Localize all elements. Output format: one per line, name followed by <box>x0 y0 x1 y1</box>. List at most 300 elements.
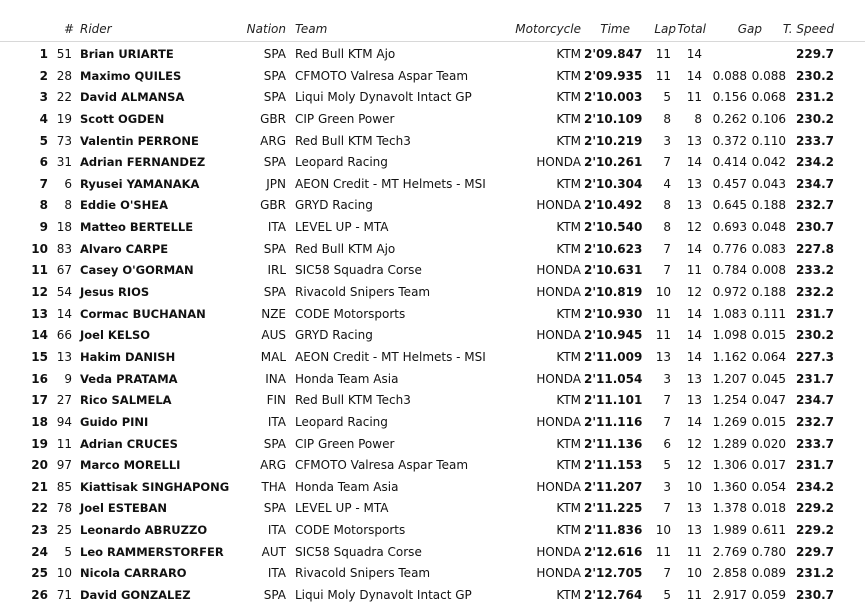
nation-cell: SPA <box>263 90 286 105</box>
rider-number-cell: 67 <box>56 263 72 278</box>
top-speed-cell: 234.7 <box>796 393 834 408</box>
position-cell: 22 <box>31 501 48 516</box>
rider-name-cell: Adrian FERNANDEZ <box>80 155 206 170</box>
position-cell: 18 <box>31 414 48 429</box>
lap-cell: 10 <box>655 285 671 300</box>
nation-cell: ARG <box>260 458 286 473</box>
top-speed-cell: 230.2 <box>796 111 834 126</box>
nation-cell: AUT <box>261 544 286 559</box>
header-time: Time <box>600 22 630 36</box>
rider-name-cell: Guido PINI <box>80 414 149 429</box>
table-row <box>0 282 865 304</box>
total-laps-cell: 13 <box>686 501 702 516</box>
time-cell: 2'11.101 <box>584 393 643 408</box>
gap-previous-cell: 0.188 <box>751 285 786 300</box>
total-laps-cell: 13 <box>686 371 702 386</box>
top-speed-cell: 231.7 <box>796 306 834 321</box>
position-cell: 7 <box>39 176 48 191</box>
table-header <box>0 17 865 42</box>
motorcycle-cell: KTM <box>556 393 581 408</box>
time-cell: 2'10.304 <box>584 176 643 191</box>
position-cell: 2 <box>39 68 48 83</box>
nation-cell: ITA <box>267 414 286 429</box>
time-cell: 2'10.003 <box>584 90 643 105</box>
rider-number-cell: 97 <box>56 458 72 473</box>
time-cell: 2'12.705 <box>584 566 643 581</box>
motorcycle-cell: HONDA <box>536 285 581 300</box>
motorcycle-cell: KTM <box>556 588 581 603</box>
total-laps-cell: 11 <box>686 544 702 559</box>
table-row <box>0 195 865 217</box>
rider-number-cell: 25 <box>56 523 72 538</box>
rider-name-cell: Leo RAMMERSTORFER <box>80 544 224 559</box>
position-cell: 4 <box>39 111 48 126</box>
total-laps-cell: 12 <box>686 285 702 300</box>
top-speed-cell: 229.2 <box>796 523 834 538</box>
table-row <box>0 455 865 477</box>
lap-cell: 11 <box>655 68 671 83</box>
time-cell: 2'11.054 <box>584 371 643 386</box>
position-cell: 17 <box>31 393 48 408</box>
top-speed-cell: 230.2 <box>796 328 834 343</box>
motorcycle-cell: KTM <box>556 220 581 235</box>
team-cell: GRYD Racing <box>295 328 373 343</box>
gap-first-cell: 1.360 <box>712 479 747 494</box>
gap-first-cell: 0.645 <box>712 198 747 213</box>
total-laps-cell: 14 <box>686 306 702 321</box>
motorcycle-cell: KTM <box>556 241 581 256</box>
lap-cell: 8 <box>663 220 671 235</box>
top-speed-cell: 233.2 <box>796 263 834 278</box>
gap-previous-cell: 0.048 <box>751 220 786 235</box>
lap-cell: 11 <box>655 328 671 343</box>
gap-previous-cell: 0.083 <box>751 241 786 256</box>
table-row <box>0 66 865 88</box>
table-row <box>0 585 865 607</box>
time-cell: 2'10.109 <box>584 111 643 126</box>
time-cell: 2'10.540 <box>584 220 643 235</box>
motorcycle-cell: KTM <box>556 458 581 473</box>
position-cell: 23 <box>31 523 48 538</box>
time-cell: 2'11.116 <box>584 414 643 429</box>
motorcycle-cell: KTM <box>556 349 581 364</box>
nation-cell: SPA <box>263 47 286 61</box>
header-nation: Nation <box>246 22 286 36</box>
table-row <box>0 217 865 239</box>
header-lap: Lap <box>654 22 676 36</box>
team-cell: LEVEL UP - MTA <box>295 501 389 516</box>
results-table <box>0 17 865 607</box>
table-row <box>0 390 865 412</box>
rider-number-cell: 94 <box>56 414 72 429</box>
position-cell: 14 <box>31 328 48 343</box>
top-speed-cell: 230.2 <box>796 68 834 83</box>
top-speed-cell: 231.7 <box>796 458 834 473</box>
header-team: Team <box>295 22 328 36</box>
table-row <box>0 87 865 109</box>
table-body <box>0 44 865 607</box>
gap-first-cell: 0.262 <box>712 111 747 126</box>
nation-cell: GBR <box>260 198 286 213</box>
team-cell: Leopard Racing <box>295 155 388 170</box>
nation-cell: JPN <box>266 176 286 191</box>
gap-previous-cell: 0.068 <box>751 90 786 105</box>
team-cell: AEON Credit - MT Helmets - MSI <box>295 349 486 364</box>
rider-name-cell: Joel KELSO <box>80 328 151 343</box>
header-total: Total <box>677 22 706 36</box>
motorcycle-cell: HONDA <box>536 479 581 494</box>
motorcycle-cell: KTM <box>556 436 581 451</box>
total-laps-cell: 13 <box>686 393 702 408</box>
motorcycle-cell: KTM <box>556 176 581 191</box>
rider-name-cell: David GONZALEZ <box>80 588 191 603</box>
time-cell: 2'09.935 <box>584 68 643 83</box>
gap-previous-cell: 0.089 <box>751 566 786 581</box>
motorcycle-cell: KTM <box>556 306 581 321</box>
rider-name-cell: Marco MORELLI <box>80 458 181 473</box>
team-cell: SIC58 Squadra Corse <box>295 544 422 559</box>
gap-first-cell: 2.917 <box>712 588 747 603</box>
team-cell: CIP Green Power <box>295 436 395 451</box>
time-cell: 2'12.616 <box>584 544 643 559</box>
table-row <box>0 498 865 520</box>
top-speed-cell: 229.2 <box>796 501 834 516</box>
rider-number-cell: 85 <box>56 479 72 494</box>
gap-first-cell: 2.858 <box>712 566 747 581</box>
top-speed-cell: 229.7 <box>796 544 834 559</box>
gap-first-cell: 1.162 <box>712 349 747 364</box>
position-cell: 26 <box>31 588 48 603</box>
nation-cell: SPA <box>263 588 286 603</box>
table-row <box>0 434 865 456</box>
nation-cell: ITA <box>267 220 286 235</box>
team-cell: Red Bull KTM Tech3 <box>295 393 411 408</box>
time-cell: 2'10.945 <box>584 328 643 343</box>
rider-name-cell: David ALMANSA <box>80 90 185 105</box>
nation-cell: ITA <box>267 523 286 538</box>
top-speed-cell: 234.2 <box>796 479 834 494</box>
nation-cell: SPA <box>263 241 286 256</box>
gap-first-cell: 1.269 <box>712 414 747 429</box>
lap-cell: 11 <box>655 47 671 61</box>
gap-previous-cell: 0.042 <box>751 155 786 170</box>
total-laps-cell: 12 <box>686 436 702 451</box>
rider-name-cell: Rico SALMELA <box>80 393 172 408</box>
header-gap: Gap <box>737 22 762 36</box>
total-laps-cell: 8 <box>694 111 702 126</box>
top-speed-cell: 232.2 <box>796 285 834 300</box>
gap-previous-cell: 0.015 <box>751 414 786 429</box>
rider-number-cell: 19 <box>56 111 72 126</box>
rider-number-cell: 27 <box>56 393 72 408</box>
motorcycle-cell: HONDA <box>536 328 581 343</box>
total-laps-cell: 11 <box>686 90 702 105</box>
gap-first-cell: 0.372 <box>712 133 747 148</box>
lap-cell: 3 <box>663 479 671 494</box>
motorcycle-cell: KTM <box>556 501 581 516</box>
gap-first-cell: 2.769 <box>712 544 747 559</box>
rider-name-cell: Scott OGDEN <box>80 111 165 126</box>
total-laps-cell: 11 <box>686 588 702 603</box>
header-motorcycle: Motorcycle <box>515 22 581 36</box>
position-cell: 8 <box>39 198 48 213</box>
motorcycle-cell: HONDA <box>536 155 581 170</box>
lap-cell: 7 <box>663 566 671 581</box>
gap-first-cell: 0.457 <box>712 176 747 191</box>
team-cell: Liqui Moly Dynavolt Intact GP <box>295 588 472 603</box>
top-speed-cell: 231.2 <box>796 566 834 581</box>
gap-previous-cell: 0.780 <box>751 544 786 559</box>
team-cell: CFMOTO Valresa Aspar Team <box>295 68 469 83</box>
total-laps-cell: 14 <box>686 241 702 256</box>
position-cell: 21 <box>31 479 48 494</box>
header-number: # <box>63 22 74 36</box>
total-laps-cell: 14 <box>686 155 702 170</box>
team-cell: Red Bull KTM Tech3 <box>295 133 411 148</box>
team-cell: Red Bull KTM Ajo <box>295 241 396 256</box>
position-cell: 16 <box>31 371 48 386</box>
gap-previous-cell: 0.015 <box>751 328 786 343</box>
rider-name-cell: Alvaro CARPE <box>80 241 169 256</box>
nation-cell: SPA <box>263 155 286 170</box>
rider-number-cell: 11 <box>56 436 72 451</box>
lap-cell: 6 <box>663 436 671 451</box>
total-laps-cell: 14 <box>686 414 702 429</box>
position-cell: 12 <box>31 285 48 300</box>
team-cell: CFMOTO Valresa Aspar Team <box>295 458 469 473</box>
top-speed-cell: 227.3 <box>796 349 834 364</box>
table-row <box>0 109 865 131</box>
rider-number-cell: 6 <box>64 176 72 191</box>
gap-first-cell: 1.254 <box>712 393 747 408</box>
nation-cell: ITA <box>267 566 286 581</box>
gap-previous-cell: 0.054 <box>751 479 786 494</box>
gap-previous-cell: 0.064 <box>751 349 786 364</box>
gap-previous-cell: 0.059 <box>751 588 786 603</box>
top-speed-cell: 234.2 <box>796 155 834 170</box>
nation-cell: SPA <box>263 68 286 83</box>
gap-first-cell: 0.776 <box>712 241 747 256</box>
gap-previous-cell: 0.045 <box>751 371 786 386</box>
lap-cell: 7 <box>663 501 671 516</box>
table-row <box>0 477 865 499</box>
total-laps-cell: 14 <box>686 47 702 61</box>
lap-cell: 11 <box>655 544 671 559</box>
team-cell: Rivacold Snipers Team <box>295 566 431 581</box>
total-laps-cell: 13 <box>686 176 702 191</box>
table-row <box>0 260 865 282</box>
top-speed-cell: 231.2 <box>796 90 834 105</box>
lap-cell: 4 <box>663 176 671 191</box>
total-laps-cell: 11 <box>686 263 702 278</box>
lap-cell: 8 <box>663 198 671 213</box>
top-speed-cell: 232.7 <box>796 198 834 213</box>
time-cell: 2'11.153 <box>584 458 643 473</box>
table-row <box>0 412 865 434</box>
table-row <box>0 239 865 261</box>
gap-previous-cell: 0.111 <box>751 306 786 321</box>
rider-name-cell: Brian URIARTE <box>80 47 174 61</box>
rider-name-cell: Adrian CRUCES <box>80 436 178 451</box>
nation-cell: INA <box>265 371 286 386</box>
time-cell: 2'11.136 <box>584 436 643 451</box>
rider-name-cell: Hakim DANISH <box>80 349 176 364</box>
motorcycle-cell: KTM <box>556 90 581 105</box>
lap-cell: 5 <box>663 588 671 603</box>
position-cell: 20 <box>31 458 48 473</box>
team-cell: CIP Green Power <box>295 111 395 126</box>
header-rider: Rider <box>80 22 112 36</box>
nation-cell: SPA <box>263 501 286 516</box>
position-cell: 1 <box>39 47 48 61</box>
total-laps-cell: 14 <box>686 328 702 343</box>
rider-name-cell: Veda PRATAMA <box>80 371 178 386</box>
motorcycle-cell: HONDA <box>536 566 581 581</box>
gap-first-cell: 0.414 <box>712 155 747 170</box>
rider-number-cell: 83 <box>56 241 72 256</box>
team-cell: Honda Team Asia <box>295 371 399 386</box>
gap-first-cell: 1.306 <box>712 458 747 473</box>
lap-cell: 11 <box>655 306 671 321</box>
lap-cell: 13 <box>655 349 671 364</box>
nation-cell: SPA <box>263 436 286 451</box>
position-cell: 13 <box>31 306 48 321</box>
rider-number-cell: 73 <box>56 133 72 148</box>
time-cell: 2'10.819 <box>584 285 643 300</box>
rider-number-cell: 9 <box>64 371 72 386</box>
gap-previous-cell: 0.018 <box>751 501 786 516</box>
rider-number-cell: 8 <box>64 198 72 213</box>
rider-name-cell: Jesus RIOS <box>80 285 150 300</box>
lap-cell: 7 <box>663 393 671 408</box>
table-row <box>0 152 865 174</box>
top-speed-cell: 227.8 <box>796 241 834 256</box>
time-cell: 2'10.631 <box>584 263 643 278</box>
motorcycle-cell: HONDA <box>536 263 581 278</box>
team-cell: CODE Motorsports <box>295 306 406 321</box>
gap-first-cell: 1.378 <box>712 501 747 516</box>
time-cell: 2'11.207 <box>584 479 643 494</box>
top-speed-cell: 230.7 <box>796 588 834 603</box>
top-speed-cell: 233.7 <box>796 133 834 148</box>
team-cell: LEVEL UP - MTA <box>295 220 389 235</box>
lap-cell: 7 <box>663 263 671 278</box>
gap-previous-cell: 0.017 <box>751 458 786 473</box>
total-laps-cell: 13 <box>686 198 702 213</box>
rider-number-cell: 71 <box>56 588 72 603</box>
gap-previous-cell: 0.088 <box>751 68 786 83</box>
lap-cell: 10 <box>655 523 671 538</box>
gap-first-cell: 1.989 <box>712 523 747 538</box>
position-cell: 15 <box>31 349 48 364</box>
position-cell: 11 <box>31 263 48 278</box>
team-cell: Honda Team Asia <box>295 479 399 494</box>
total-laps-cell: 10 <box>686 479 702 494</box>
table-row <box>0 304 865 326</box>
table-row <box>0 369 865 391</box>
gap-first-cell: 0.693 <box>712 220 747 235</box>
motorcycle-cell: KTM <box>556 523 581 538</box>
gap-first-cell: 1.289 <box>712 436 747 451</box>
nation-cell: AUS <box>261 328 286 343</box>
rider-name-cell: Leonardo ABRUZZO <box>80 523 208 538</box>
rider-number-cell: 66 <box>56 328 72 343</box>
time-cell: 2'09.847 <box>584 47 643 61</box>
lap-cell: 7 <box>663 414 671 429</box>
header-top-speed: T. Speed <box>782 22 834 36</box>
total-laps-cell: 10 <box>686 566 702 581</box>
nation-cell: THA <box>261 479 286 494</box>
rider-number-cell: 78 <box>56 501 72 516</box>
position-cell: 5 <box>39 133 48 148</box>
rider-name-cell: Kiattisak SINGHAPONG <box>80 479 230 494</box>
gap-first-cell: 1.098 <box>712 328 747 343</box>
top-speed-cell: 230.7 <box>796 220 834 235</box>
table-row <box>0 542 865 564</box>
motorcycle-cell: KTM <box>556 133 581 148</box>
table-row <box>0 174 865 196</box>
time-cell: 2'11.836 <box>584 523 643 538</box>
gap-previous-cell: 0.188 <box>751 198 786 213</box>
position-cell: 19 <box>31 436 48 451</box>
gap-previous-cell: 0.020 <box>751 436 786 451</box>
position-cell: 9 <box>39 220 48 235</box>
gap-first-cell: 0.156 <box>712 90 747 105</box>
position-cell: 24 <box>31 544 48 559</box>
top-speed-cell: 234.7 <box>796 176 834 191</box>
rider-name-cell: Valentin PERRONE <box>80 133 199 148</box>
team-cell: Red Bull KTM Ajo <box>295 47 396 61</box>
time-cell: 2'11.009 <box>584 349 643 364</box>
total-laps-cell: 13 <box>686 133 702 148</box>
rider-number-cell: 28 <box>56 68 72 83</box>
rider-number-cell: 10 <box>56 566 72 581</box>
total-laps-cell: 12 <box>686 220 702 235</box>
top-speed-cell: 233.7 <box>796 436 834 451</box>
lap-cell: 5 <box>663 90 671 105</box>
rider-name-cell: Eddie O'SHEA <box>80 198 169 213</box>
motorcycle-cell: HONDA <box>536 414 581 429</box>
rider-number-cell: 31 <box>56 155 72 170</box>
rider-name-cell: Ryusei YAMANAKA <box>80 176 200 191</box>
top-speed-cell: 229.7 <box>796 47 834 61</box>
position-cell: 6 <box>39 155 48 170</box>
total-laps-cell: 14 <box>686 349 702 364</box>
rider-number-cell: 13 <box>56 349 72 364</box>
time-cell: 2'10.219 <box>584 133 643 148</box>
table-row <box>0 520 865 542</box>
table-row <box>0 563 865 585</box>
top-speed-cell: 232.7 <box>796 414 834 429</box>
nation-cell: SPA <box>263 285 286 300</box>
total-laps-cell: 14 <box>686 68 702 83</box>
lap-cell: 3 <box>663 133 671 148</box>
motorcycle-cell: HONDA <box>536 198 581 213</box>
time-cell: 2'11.225 <box>584 501 643 516</box>
time-cell: 2'10.261 <box>584 155 643 170</box>
gap-previous-cell: 0.043 <box>751 176 786 191</box>
time-cell: 2'12.764 <box>584 588 643 603</box>
rider-number-cell: 22 <box>56 90 72 105</box>
motorcycle-cell: KTM <box>556 47 581 61</box>
lap-cell: 7 <box>663 155 671 170</box>
gap-first-cell: 0.088 <box>712 68 747 83</box>
lap-cell: 5 <box>663 458 671 473</box>
nation-cell: IRL <box>267 263 286 278</box>
gap-previous-cell: 0.106 <box>751 111 786 126</box>
rider-name-cell: Maximo QUILES <box>80 68 182 83</box>
motorcycle-cell: KTM <box>556 68 581 83</box>
